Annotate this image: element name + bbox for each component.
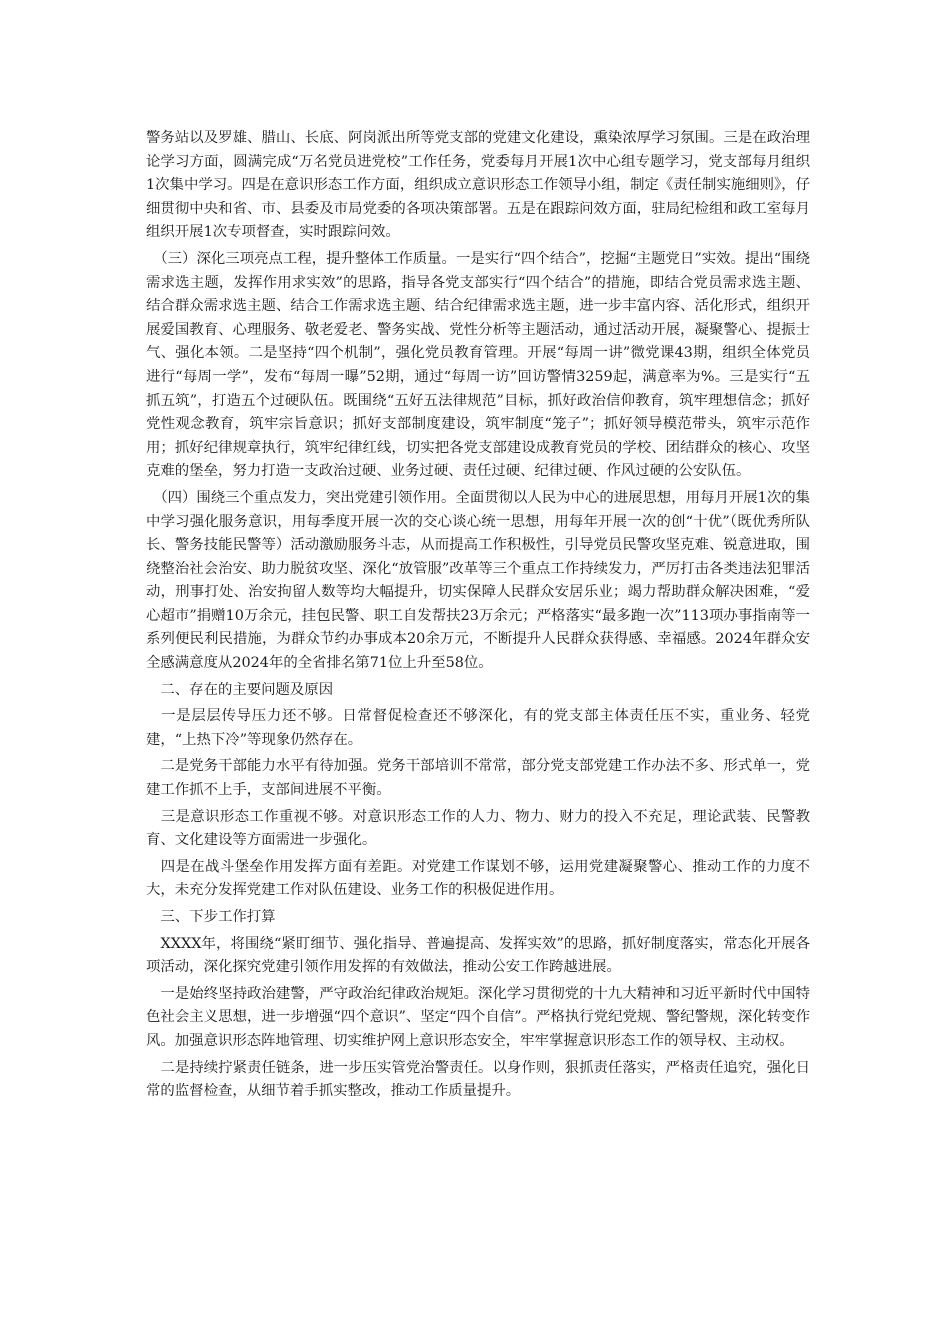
paragraph-plan-one: 一是始终坚持政治建警，严守政治纪律政治规矩。深化学习贯彻党的十九大精神和习近平新时代中国特色社会主义思想，进一步增强“四个意识”、坚定“四个自信”。严格执行党纪党规、警纪警规，深化转变作风。加强意识形态阵地管理、切实维护网上意识形态安全，牢牢掌握意识形态工作的领导权、主动权。 [146,985,810,1049]
paragraph-next-steps-intro: XXXX年，将围绕“紧盯细节、强化指导、普遍提高、发挥实效”的思路，抓好制度落实，常态化开展各项活动，深化探究党建引领作用发挥的有效做法，推动公安工作跨越进展。 [146,935,810,976]
document-body [146,127,810,1104]
paragraph-problem-one: 一是层层传导压力还不够。日常督促检查还不够深化，有的党支部主体责任压不实，重业务、轻党建，“上热下冷”等现象仍然存在。 [146,708,810,748]
paragraph-section-four-focus: （四）围绕三个重点发力，突出党建引领作用。全面贯彻以人民为中心的进展思想，用每月开展1次的集中学习强化服务意识，用每季度开展一次的交心谈心统一思想，用每年开展一次的创“十优”（既优秀所队长、警务技能民警等）活动激励服务斗志，从而提高工作积极性，引导党员民警攻坚克难、锐意进取，围绕整治社会治安、助力脱贫攻坚、深化“放管服”改革等三个重点工作持续发力，严厉打击各类违法犯罪活动，刑事打处、治安拘留人数等均大幅提升，切实保障人民群众安居乐业；竭力帮助群众解决困难，“爱心超市”捐赠10万余元，挂包民警、职工自发帮扶23万余元；严格落实“最多跑一次”113项办事指南等一系列便民利民措施，为群众节约办事成本20余万元，不断提升人民群众获得感、幸福感。2024年群众安全感满意度从2024年的全省排名第71位上升至58位。 [146,489,810,672]
paragraph-problem-four: 四是在战斗堡垒作用发挥方面有差距。对党建工作谋划不够，运用党建凝聚警心、推动工作的力度不大，未充分发挥党建工作对队伍建设、业务工作的积极促进作用。 [146,858,810,899]
heading-main-problems: 二、存在的主要问题及原因 [146,681,334,698]
paragraph-section-three-highlights: （三）深化三项亮点工程，提升整体工作质量。一是实行“四个结合”，挖掘“主题党日”实效。提出“围绕需求选主题，发挥作用求实效”的思路，指导各党支部实行“四个结合”的措施，即结合党员需求选主题、结合群众需求选主题、结合工作需求选主题、结合纪律需求选主题，进一步丰富内容、活化形式，组织开展爱国教育、心理服务、敬老爱老、警务实战、党性分析等主题活动，通过活动开展，凝聚警心、提振士气、强化本领。二是坚持“四个机制”，强化党员教育管理。开展“每周一讲”微党课43期，组织全体党员进行“每周一学”，发布“每周一曝”52期，通过“每周一访”回访警情3259起，满意率为%。三是实行“五抓五筑”，打造五个过硬队伍。既围绕“五好五法律规范”目标，抓好政治信仰教育，筑牢理想信念；抓好党性观念教育，筑牢宗旨意识；抓好支部制度建设，筑牢制度“笼子”；抓好领导模范带头，筑牢示范作用；抓好纪律规章执行，筑牢纪律红线，切实把各党支部建设成教育党员的学校、团结群众的核心、攻坚克难的堡垒，努力打造一支政治过硬、业务过硬、责任过硬、纪律过硬、作风过硬的公安队伍。 [146,250,810,480]
paragraph-report-continuation: 警务站以及罗雄、腊山、长底、阿岗派出所等党支部的党建文化建设，熏染浓厚学习氛围。三是在政治理论学习方面，圆满完成“万名党员进党校”工作任务，党委每月开展1次中心组专题学习，党支部每月组织1次集中学习。四是在意识形态工作方面，组织成立意识形态工作领导小组，制定《责任制实施细则》，仔细贯彻中央和省、市、县委及市局党委的各项决策部署。五是在跟踪问效方面，驻局纪检组和政工室每月组织开展1次专项督查，实时跟踪问效。 [146,130,810,241]
paragraph-problem-three: 三是意识形态工作重视不够。对意识形态工作的人力、物力、财力的投入不充足，理论武装、民警教育、文化建设等方面需进一步强化。 [146,808,810,849]
paragraph-problem-two: 二是党务干部能力水平有待加强。党务干部培训不常常，部分党支部党建工作办法不多、形式单一，党建工作抓不上手，支部间进展不平衡。 [146,758,810,799]
heading-next-steps: 三、下步工作打算 [146,909,276,925]
paragraph-plan-two: 二是持续拧紧责任链条，进一步压实管党治警责任。以身作则，狠抓责任落实，严格责任追究，强化日常的监督检查，从细节着手抓实整改，推动工作质量提升。 [146,1059,810,1100]
